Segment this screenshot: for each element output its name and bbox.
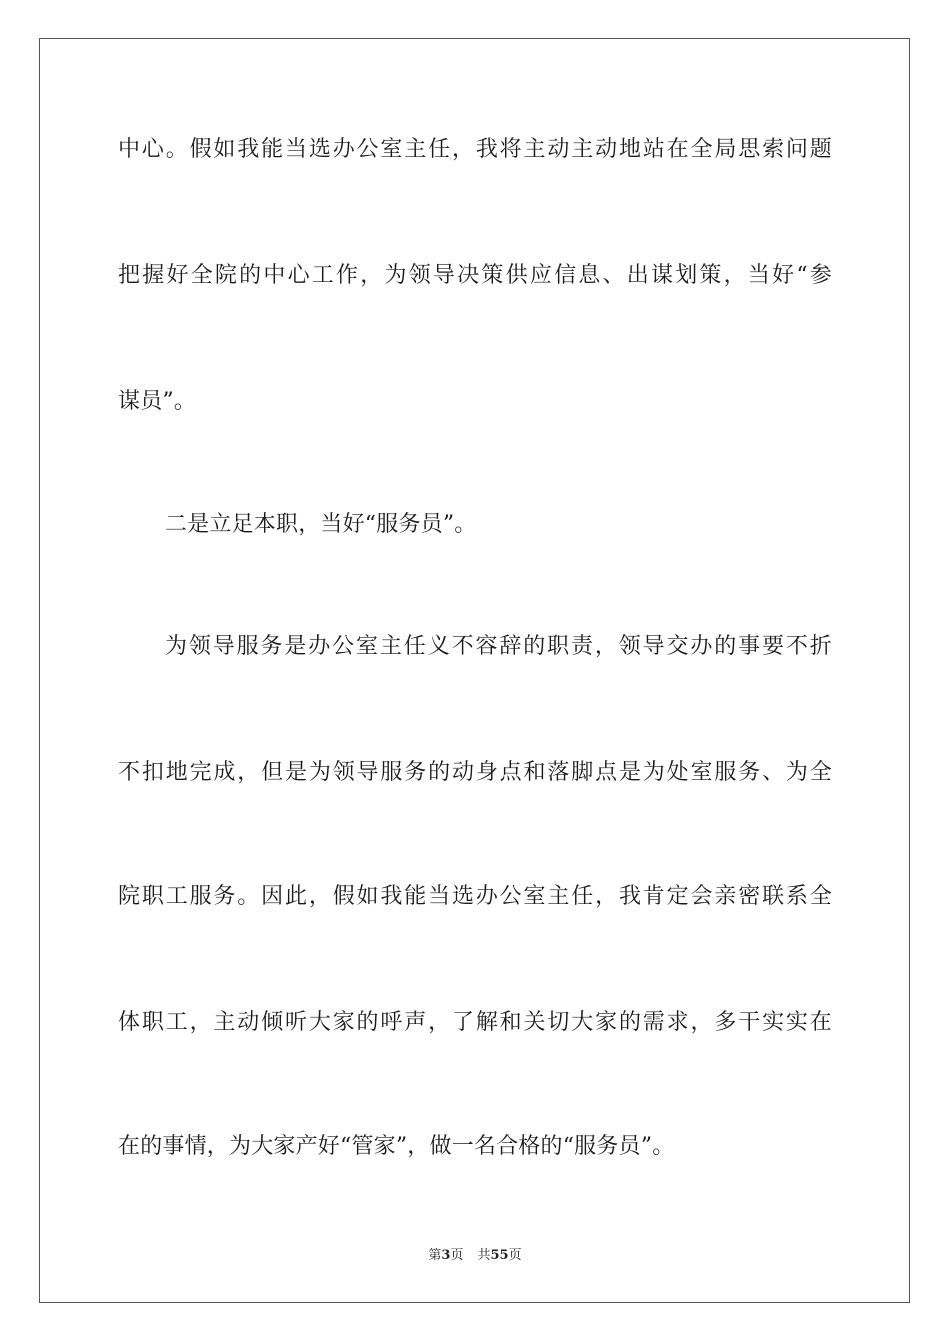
total-label-suffix: 页 [508,1248,522,1263]
paragraph-line: 中心。假如我能当选办公室主任，我将主动主动地站在全局思索问题 [118,137,832,162]
paragraph-line: 体职工，主动倾听大家的呼声，了解和关切大家的需求，多干实实在 [118,1010,832,1035]
paragraph-line: 不扣地完成，但是为领导服务的动身点和落脚点是为处室服务、为全 [118,760,832,785]
section-heading: 二是立足本职，当好“服务员”。 [165,512,477,537]
paragraph-line: 为领导服务是办公室主任义不容辞的职责，领导交办的事要不折 [165,634,832,659]
total-pages: 55 [490,1248,509,1263]
page-border [39,38,910,1303]
paragraph-line: 院职工服务。因此，假如我能当选办公室主任，我肯定会亲密联系全 [118,884,832,909]
total-label-prefix: 共 [477,1248,491,1263]
page-label-suffix: 页 [450,1248,464,1263]
page-footer [0,1247,950,1265]
page-label-prefix: 第 [428,1248,442,1263]
paragraph-line: 在的事情，为大家产好“管家”，做一名合格的“服务员”。 [118,1134,675,1159]
paragraph-line: 把握好全院的中心工作，为领导决策供应信息、出谋划策，当好“参 [118,263,832,288]
page-number: 3 [441,1248,451,1263]
paragraph-line: 谋员”。 [118,389,197,414]
